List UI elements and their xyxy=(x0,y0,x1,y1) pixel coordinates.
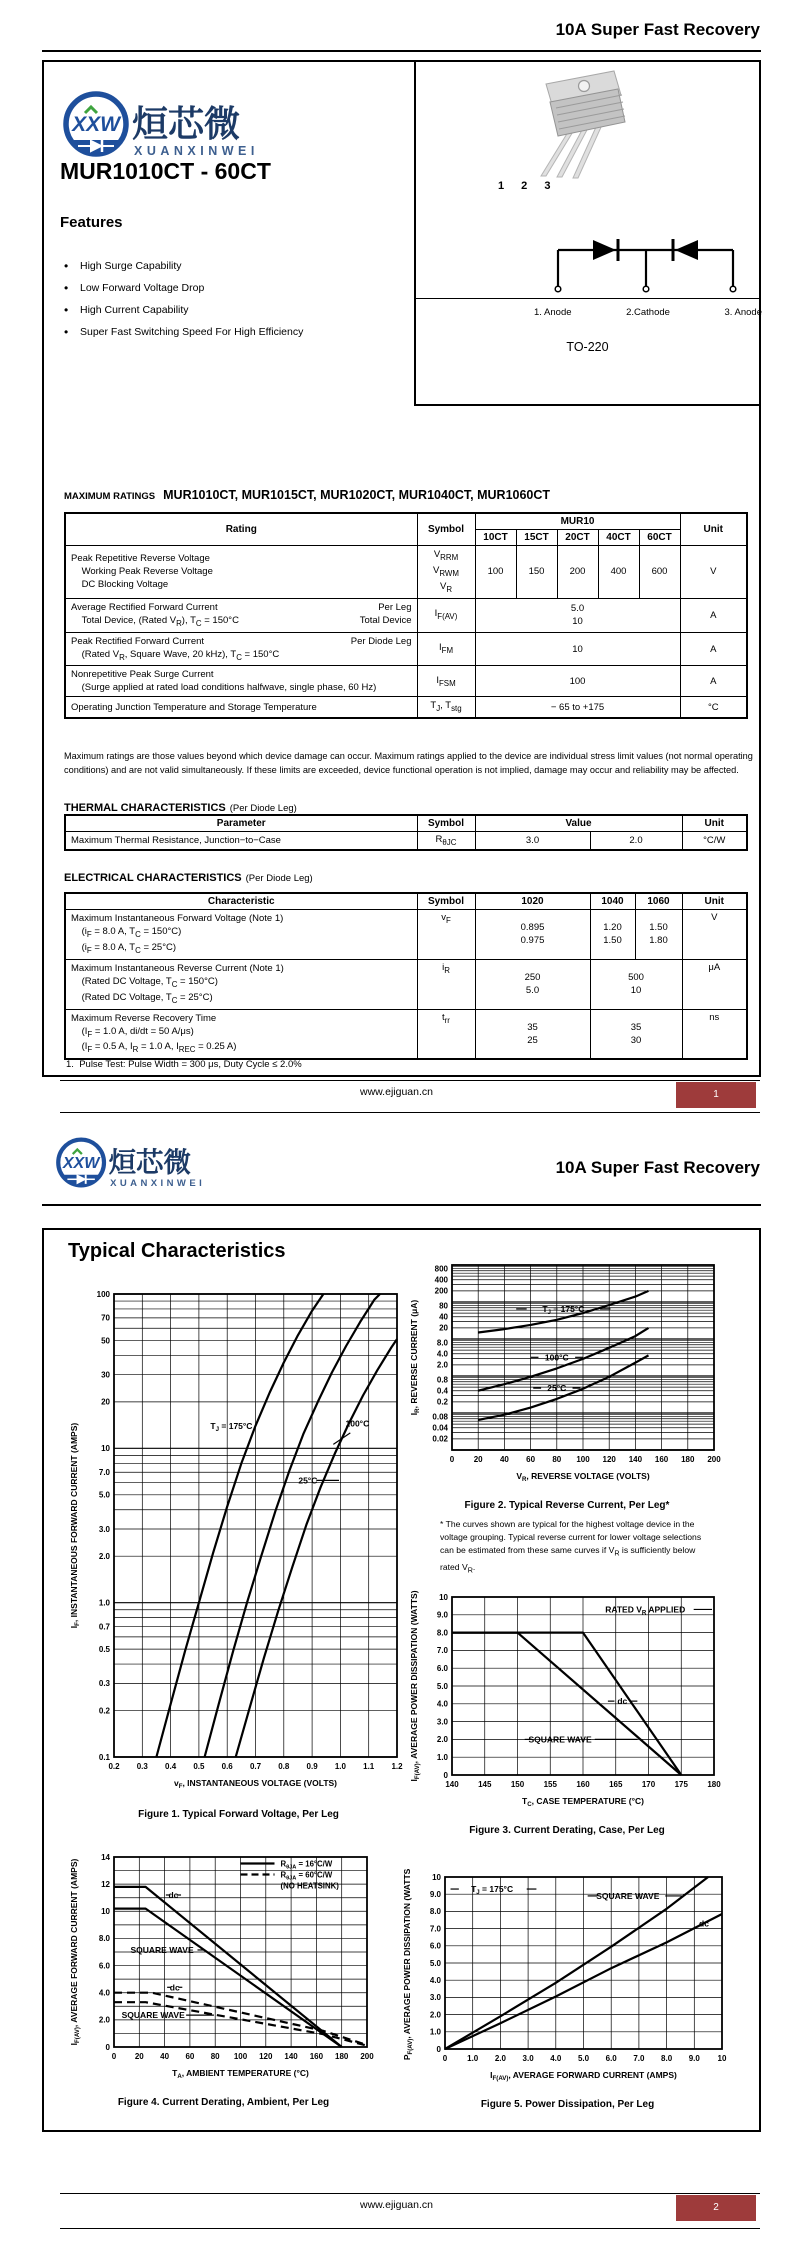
svg-text:40: 40 xyxy=(160,2052,170,2061)
svg-text:20: 20 xyxy=(473,1455,483,1464)
svg-text:1.1: 1.1 xyxy=(363,1762,375,1771)
figure-caption: Figure 3. Current Derating, Case, Per Leg xyxy=(469,1825,665,1836)
page-2 xyxy=(0,1122,793,2244)
table-row xyxy=(65,546,747,599)
cell: $R_{\theta JC}$ xyxy=(417,832,475,850)
cell: $t_{rr}$ xyxy=(417,1009,475,1059)
svg-text:6.0: 6.0 xyxy=(605,2054,617,2063)
svg-text:155: 155 xyxy=(543,1780,557,1789)
svg-text:7.0: 7.0 xyxy=(436,1646,448,1656)
svg-text:150: 150 xyxy=(510,1780,525,1789)
svg-text:170: 170 xyxy=(641,1780,656,1789)
svg-text:3.0: 3.0 xyxy=(522,2054,534,2063)
svg-text:TA, AMBIENT TEMPERATURE (°C): $T_A$, AMBIENT TEMPERATURE (°C) xyxy=(172,2068,309,2081)
svg-text:0.2: 0.2 xyxy=(108,1762,120,1771)
svg-text:100°C: 100°C xyxy=(544,1352,569,1363)
figure-caption: Figure 4. Current Derating, Ambient, Per Leg xyxy=(117,2097,330,2108)
svg-text:5.0: 5.0 xyxy=(98,1490,110,1500)
cell: 10 xyxy=(475,632,680,666)
svg-text:25°C: 25°C xyxy=(547,1383,567,1394)
svg-text:2.0: 2.0 xyxy=(436,1360,448,1370)
svg-text:40: 40 xyxy=(439,1312,448,1322)
svg-text:120: 120 xyxy=(602,1455,616,1464)
cell: 200 xyxy=(557,546,598,599)
svg-text:800: 800 xyxy=(434,1264,448,1274)
svg-text:3.0: 3.0 xyxy=(436,1717,448,1727)
cell: V xyxy=(682,910,747,960)
svg-text:RθJA = 60°C/W: $R_{\theta JA} = 60^\circ C/W$ xyxy=(280,1870,333,1882)
svg-text:20: 20 xyxy=(134,2052,144,2061)
svg-text:140: 140 xyxy=(628,1455,643,1464)
feature-item: • Super Fast Switching Speed For High Efficiency xyxy=(62,326,303,338)
svg-text:1.0: 1.0 xyxy=(429,2027,441,2037)
cell: $I_{F(AV)}$ xyxy=(417,598,475,632)
svg-text:5.0: 5.0 xyxy=(429,1958,441,1968)
thermal-heading: THERMAL CHARACTERISTICS (Per Diode Leg) xyxy=(64,802,297,814)
brand-name-en: XUANXINWEI xyxy=(110,1178,206,1190)
svg-text:SQUARE WAVE: SQUARE WAVE xyxy=(121,2010,185,2021)
col-header: Value xyxy=(475,815,682,832)
svg-text:0.2: 0.2 xyxy=(436,1397,448,1407)
cell: $I_{FM}$ xyxy=(417,632,475,666)
feature-item: • High Current Capability xyxy=(62,304,303,316)
svg-text:7.0: 7.0 xyxy=(633,2054,645,2063)
diode-anode2-icon xyxy=(675,240,698,260)
svg-text:9.0: 9.0 xyxy=(436,1610,448,1620)
svg-text:0: 0 xyxy=(105,2042,110,2052)
cell: °C/W xyxy=(682,832,747,850)
figure-5 xyxy=(399,1869,736,2110)
svg-text:7.0: 7.0 xyxy=(429,1924,441,1934)
cell: 3.0 xyxy=(475,832,590,850)
features-list xyxy=(62,260,303,348)
section-title: Typical Characteristics xyxy=(68,1240,286,1262)
svg-text:1.0: 1.0 xyxy=(98,1598,110,1608)
svg-text:175: 175 xyxy=(674,1780,688,1789)
cell: 250 5.0 xyxy=(475,959,590,1009)
forward-voltage-chart xyxy=(66,1284,411,1806)
svg-text:100: 100 xyxy=(96,1289,110,1299)
col-header: 15CT xyxy=(516,530,557,546)
col-header: Unit xyxy=(680,513,747,546)
thermal-table xyxy=(64,814,748,851)
table-row xyxy=(65,815,747,832)
svg-text:100°C: 100°C xyxy=(345,1418,370,1429)
svg-text:200: 200 xyxy=(360,2052,374,2061)
figure-caption: Figure 2. Typical Reverse Current, Per Leg* xyxy=(464,1500,670,1511)
svg-text:VR, REVERSE VOLTAGE (VOLTS): $V_R$, REVERSE VOLTAGE (VOLTS) xyxy=(516,1471,650,1484)
typical-characteristics-box xyxy=(42,1228,761,2132)
svg-text:8.0: 8.0 xyxy=(436,1628,448,1638)
svg-text:80: 80 xyxy=(210,2052,220,2061)
cell: ns xyxy=(682,1009,747,1059)
electrical-heading: ELECTRICAL CHARACTERISTICS (Per Diode Leg) xyxy=(64,872,313,884)
svg-text:IF(AV), AVERAGE FORWARD CURREN: $I_{F(AV)}$, AVERAGE FORWARD CURRENT (AMPS) xyxy=(490,2070,677,2083)
cell: Maximum Thermal Resistance, Junction−to−Case xyxy=(65,832,417,850)
pulse-test-footnote: 1. Pulse Test: Pulse Width = 300 μs, Duty Cycle ≤ 2.0% xyxy=(66,1059,302,1070)
cell: A xyxy=(680,666,747,697)
max-ratings-table xyxy=(64,512,748,719)
figure2-footnote: * The curves shown are typical for the highest voltage device in the voltage grouping. Typical reverse current for lower voltage selections can be estimated from these same curves if $V_R$ is sufficiently below rated $V_R$. xyxy=(440,1519,702,1575)
cell: 100 xyxy=(475,666,680,697)
feature-item: • Low Forward Voltage Drop xyxy=(62,282,303,294)
svg-text:160: 160 xyxy=(654,1455,669,1464)
svg-text:9.0: 9.0 xyxy=(688,2054,700,2063)
svg-text:6.0: 6.0 xyxy=(436,1664,448,1673)
svg-text:IF(AV), AVERAGE FORWARD CURREN: $I_{F(AV)}$, AVERAGE FORWARD CURRENT (AMPS) xyxy=(69,1858,82,2046)
svg-text:80: 80 xyxy=(552,1455,562,1464)
col-header: 40CT xyxy=(598,530,639,546)
logo-monogram: XXW xyxy=(72,113,120,136)
cell: Nonrepetitive Peak Surge Current (Surge applied at rated load conditions halfwave, single phase, 60 Hz) xyxy=(65,666,417,697)
svg-text:6.0: 6.0 xyxy=(429,1941,441,1951)
cell: − 65 to +175 xyxy=(475,697,680,718)
brand-name-cn: 烜芯微 xyxy=(108,1146,191,1178)
package-panel xyxy=(414,62,762,406)
pin-name: 1. Anode xyxy=(534,307,572,318)
cell: Peak Repetitive Reverse Voltage Working Peak Reverse Voltage DC Blocking Voltage xyxy=(65,546,417,599)
cell: $T_J$, $T_{stg}$ xyxy=(417,697,475,718)
svg-text:4.0: 4.0 xyxy=(429,1976,441,1985)
col-header: 20CT xyxy=(557,530,598,546)
cell: μA xyxy=(682,959,747,1009)
svg-text:0.3: 0.3 xyxy=(136,1762,148,1771)
col-header: Unit xyxy=(682,893,747,910)
svg-text:dc: dc xyxy=(168,1890,179,1900)
page1-content-box xyxy=(42,60,761,1077)
cell: Maximum Instantaneous Forward Voltage (Note 1) ($i_F = 8.0$ A, $T_C = 150^\circ C$) ($i_F = 8.0$ A, $T_C = 25^\circ C$) xyxy=(65,910,417,960)
svg-text:IR, REVERSE CURRENT (μA): $I_R$, REVERSE CURRENT (μA) xyxy=(409,1299,422,1416)
svg-text:RθJA = 16°C/W: $R_{\theta JA} = 16^\circ C/W$ xyxy=(280,1859,333,1871)
footer-rule xyxy=(60,2228,760,2229)
figure-caption: Figure 1. Typical Forward Voltage, Per Leg xyxy=(138,1809,339,1820)
svg-text:400: 400 xyxy=(434,1275,448,1285)
svg-text:0.4: 0.4 xyxy=(436,1386,448,1396)
svg-text:dc: dc xyxy=(169,1982,180,1993)
brand-name-en: XUANXINWEI xyxy=(134,144,259,158)
svg-text:9.0: 9.0 xyxy=(429,1890,441,1899)
svg-text:2.0: 2.0 xyxy=(429,2010,441,2020)
cell: 400 xyxy=(598,546,639,599)
cell: 600 xyxy=(639,546,680,599)
svg-text:60: 60 xyxy=(526,1455,536,1464)
dual-diode-schematic xyxy=(548,238,743,296)
svg-text:5.0: 5.0 xyxy=(577,2054,590,2063)
svg-text:10: 10 xyxy=(101,1444,110,1454)
col-header: 1040 xyxy=(590,893,635,910)
figure-2 xyxy=(406,1257,728,1511)
figure-caption: Figure 5. Power Dissipation, Per Leg xyxy=(480,2099,655,2110)
svg-text:10: 10 xyxy=(101,1907,110,1917)
svg-text:0: 0 xyxy=(443,1770,448,1780)
svg-text:60: 60 xyxy=(185,2052,195,2061)
header-rule xyxy=(42,1204,761,1206)
svg-text:0.6: 0.6 xyxy=(221,1762,233,1771)
svg-text:8.0: 8.0 xyxy=(98,1934,110,1944)
table-row xyxy=(65,598,747,632)
max-ratings-label: MAXIMUM RATINGS xyxy=(64,491,156,502)
svg-text:40: 40 xyxy=(499,1455,509,1464)
svg-text:200: 200 xyxy=(707,1455,721,1464)
case-derating-chart xyxy=(406,1589,728,1822)
svg-text:0.02: 0.02 xyxy=(432,1434,448,1444)
svg-text:20: 20 xyxy=(101,1397,110,1407)
svg-text:1.2: 1.2 xyxy=(391,1762,403,1771)
svg-text:0.7: 0.7 xyxy=(98,1622,110,1632)
svg-text:0.8: 0.8 xyxy=(436,1375,448,1385)
doc-category-title: 10A Super Fast Recovery xyxy=(555,1158,760,1177)
cell: V xyxy=(680,546,747,599)
svg-text:IF(AV), AVERAGE POWER DISSIPAT: $I_{F(AV)}$, AVERAGE POWER DISSIPATION (WATTS) xyxy=(409,1590,422,1782)
svg-text:10: 10 xyxy=(717,2054,727,2063)
svg-text:3.0: 3.0 xyxy=(98,1524,110,1534)
svg-text:25°C: 25°C xyxy=(298,1475,318,1486)
cell: 35 25 xyxy=(475,1009,590,1059)
svg-text:TC, CASE TEMPERATURE (°C): $T_C$, CASE TEMPERATURE (°C) xyxy=(522,1796,644,1809)
svg-text:0.04: 0.04 xyxy=(432,1423,448,1433)
svg-text:0.9: 0.9 xyxy=(306,1762,318,1771)
svg-text:0: 0 xyxy=(111,2052,117,2061)
svg-text:10: 10 xyxy=(432,1872,441,1882)
cell: $I_{FSM}$ xyxy=(417,666,475,697)
svg-text:4.0: 4.0 xyxy=(550,2054,562,2063)
svg-text:70: 70 xyxy=(101,1313,110,1323)
cell: Peak Rectified Forward Current (Rated $V_R$, Square Wave, 20 kHz), $T_C = 150^\circ C$ Per Diode Leg xyxy=(65,632,417,666)
cell: A xyxy=(680,598,747,632)
reverse-current-chart xyxy=(406,1257,728,1497)
svg-text:8.0: 8.0 xyxy=(436,1338,448,1348)
cell: $v_F$ xyxy=(417,910,475,960)
svg-text:0.7: 0.7 xyxy=(249,1762,262,1771)
svg-text:TJ = 175°C: $T_J = 175^\circ C$ xyxy=(542,1303,585,1317)
svg-text:180: 180 xyxy=(335,2052,349,2061)
svg-text:2.0: 2.0 xyxy=(98,2015,110,2025)
cell: 500 10 xyxy=(590,959,682,1009)
svg-text:0.5: 0.5 xyxy=(98,1644,110,1654)
cell: 0.895 0.975 xyxy=(475,910,590,960)
svg-text:1.0: 1.0 xyxy=(467,2054,479,2063)
svg-text:7.0: 7.0 xyxy=(98,1468,110,1478)
logo-monogram: XXW xyxy=(62,1154,100,1172)
cell: °C xyxy=(680,697,747,718)
col-header: Symbol xyxy=(417,815,475,832)
to220-package-image xyxy=(488,64,678,180)
svg-text:SQUARE WAVE: SQUARE WAVE xyxy=(596,1890,660,1901)
svg-text:0.5: 0.5 xyxy=(193,1762,205,1771)
brand-logo-image xyxy=(58,84,274,164)
cell: Maximum Instantaneous Reverse Current (Note 1) (Rated DC Voltage, $T_C = 150^\circ C$) (Rated DC Voltage, $T_C = 25^\circ C$) xyxy=(65,959,417,1009)
figure-4 xyxy=(66,1849,381,2108)
device-list: MUR1010CT, MUR1015CT, MUR1020CT, MUR1040CT, MUR1060CT xyxy=(163,488,551,502)
col-header: Unit xyxy=(682,815,747,832)
cell: Maximum Reverse Recovery Time ($I_F = 1.0$ A, di/dt = 50 A/μs) ($I_F = 0.5$ A, $I_R = 1.0$ A, $I_{REC} = 0.25$ A) xyxy=(65,1009,417,1059)
svg-text:4.0: 4.0 xyxy=(436,1699,448,1709)
col-header: Characteristic xyxy=(65,893,417,910)
table-row xyxy=(65,893,747,910)
table-row xyxy=(65,666,747,697)
svg-text:2.0: 2.0 xyxy=(98,1552,110,1562)
cell: 35 30 xyxy=(590,1009,682,1059)
footer-rule xyxy=(60,1112,760,1113)
svg-text:100: 100 xyxy=(233,2052,248,2061)
page-number-badge: 1 xyxy=(676,1082,756,1108)
svg-text:(NO HEATSINK): (NO HEATSINK) xyxy=(280,1881,339,1891)
svg-text:5.0: 5.0 xyxy=(436,1681,448,1691)
svg-text:80: 80 xyxy=(439,1301,448,1311)
lead-terminals xyxy=(555,286,736,292)
table-row xyxy=(65,697,747,718)
power-dissipation-chart xyxy=(399,1869,736,2096)
brand-name-cn: 烜芯微 xyxy=(132,103,241,144)
svg-text:165: 165 xyxy=(609,1780,623,1789)
svg-text:1.0: 1.0 xyxy=(436,1753,448,1762)
svg-text:4.0: 4.0 xyxy=(98,1988,110,1998)
pin-name: 3. Anode xyxy=(724,307,762,318)
svg-text:0: 0 xyxy=(436,2044,441,2054)
svg-text:3.0: 3.0 xyxy=(429,1993,441,2003)
package-hole-icon xyxy=(579,81,590,92)
table-row xyxy=(65,832,747,850)
cell: 5.0 10 xyxy=(475,598,680,632)
svg-text:160: 160 xyxy=(309,2052,324,2061)
package-name: TO-220 xyxy=(566,340,609,354)
svg-text:RATED VR APPLIED: RATED $V_R$ APPLIED xyxy=(605,1604,686,1617)
table-row xyxy=(65,632,747,666)
brand-logo xyxy=(52,1132,217,1198)
electrical-table xyxy=(64,892,748,1060)
figure-3 xyxy=(406,1589,728,1836)
pin-name: 2.Cathode xyxy=(626,307,670,318)
svg-text:6.0: 6.0 xyxy=(98,1961,110,1971)
svg-text:180: 180 xyxy=(681,1455,695,1464)
schematic-wires xyxy=(558,250,733,286)
svg-text:50: 50 xyxy=(101,1336,110,1346)
svg-text:1.0: 1.0 xyxy=(334,1762,346,1771)
svg-text:0: 0 xyxy=(442,2054,448,2063)
svg-text:4.0: 4.0 xyxy=(436,1349,448,1359)
svg-text:8.0: 8.0 xyxy=(429,1907,441,1917)
cell: $i_R$ xyxy=(417,959,475,1009)
pin-numbers: 1 2 3 xyxy=(498,180,558,192)
col-header: Symbol xyxy=(417,893,475,910)
diode-anode1-icon xyxy=(593,240,616,260)
svg-text:0.4: 0.4 xyxy=(165,1762,177,1771)
page-number-badge: 2 xyxy=(676,2195,756,2221)
svg-text:2.0: 2.0 xyxy=(494,2054,506,2063)
table-row xyxy=(65,1009,747,1059)
svg-text:dc: dc xyxy=(617,1696,628,1707)
svg-text:100: 100 xyxy=(576,1455,590,1464)
col-header: 10CT xyxy=(475,530,516,546)
svg-text:0.08: 0.08 xyxy=(432,1412,448,1422)
cell: 1.20 1.50 xyxy=(590,910,635,960)
col-header: Parameter xyxy=(65,815,417,832)
table-row xyxy=(65,513,747,530)
cell: Average Rectified Forward Current Total Device, (Rated $V_R$), $T_C = 150^\circ C$ Per Leg Total Device xyxy=(65,598,417,632)
footer-rule xyxy=(60,1080,760,1081)
svg-text:IF, INSTANTANEOUS FORWARD CURR: $I_F$, INSTANTANEOUS FORWARD CURRENT (AMPS) xyxy=(69,1422,82,1629)
svg-text:0.3: 0.3 xyxy=(98,1679,110,1689)
svg-text:SQUARE WAVE: SQUARE WAVE xyxy=(528,1734,592,1745)
footer-rule xyxy=(60,2193,760,2194)
svg-text:vF, INSTANTANEOUS VOLTAGE (VOL: $v_F$, INSTANTANEOUS VOLTAGE (VOLTS) xyxy=(173,1778,338,1791)
svg-text:0.2: 0.2 xyxy=(98,1706,110,1716)
doc-category-title: 10A Super Fast Recovery xyxy=(555,20,760,39)
cell: 2.0 xyxy=(590,832,682,850)
svg-text:145: 145 xyxy=(478,1780,492,1789)
svg-text:0.8: 0.8 xyxy=(278,1762,290,1771)
col-header: 1060 xyxy=(635,893,682,910)
max-ratings-heading xyxy=(64,486,550,504)
cell: 1.50 1.80 xyxy=(635,910,682,960)
svg-text:TJ = 175°C: $T_J = 175^\circ C$ xyxy=(210,1420,253,1433)
svg-text:PF(AV), AVERAGE POWER DISSIPAT: $P_{F(AV)}$, AVERAGE POWER DISSIPATION (WATTS) xyxy=(402,1869,415,2061)
max-ratings-note: Maximum ratings are those values beyond which device damage can occur. Maximum ratings applied to the device are individual stress limit values (not normal operating conditions) and are not valid simultaneously. If these limits are exceeded, device functional operation is not implied, damage may occur and reliability may be affected. xyxy=(64,751,753,775)
cell: A xyxy=(680,632,747,666)
cell: $V_{RRM}$ $V_{RWM}$ $V_R$ xyxy=(417,546,475,599)
figure-1 xyxy=(66,1284,411,1820)
brand-logo-image xyxy=(52,1132,217,1193)
svg-text:12: 12 xyxy=(101,1879,110,1889)
svg-text:30: 30 xyxy=(101,1370,110,1380)
table-row xyxy=(65,959,747,1009)
svg-text:180: 180 xyxy=(707,1780,721,1789)
footer-url: www.ejiguan.cn xyxy=(360,1086,433,1098)
feature-item: • High Surge Capability xyxy=(62,260,303,272)
col-group-header: MUR10 xyxy=(475,513,680,530)
svg-text:8.0: 8.0 xyxy=(661,2054,673,2063)
cell: 150 xyxy=(516,546,557,599)
footer-url: www.ejiguan.cn xyxy=(360,2199,433,2211)
col-header: Symbol xyxy=(417,513,475,546)
col-header: 60CT xyxy=(639,530,680,546)
svg-text:dc: dc xyxy=(699,1918,709,1929)
features-title: Features xyxy=(60,214,123,231)
svg-text:160: 160 xyxy=(576,1780,590,1789)
svg-text:0: 0 xyxy=(449,1455,455,1464)
svg-text:10: 10 xyxy=(439,1592,448,1602)
panel-divider xyxy=(416,298,759,299)
svg-text:0.1: 0.1 xyxy=(98,1752,110,1762)
col-header: 1020 xyxy=(475,893,590,910)
svg-text:2.0: 2.0 xyxy=(436,1735,448,1745)
svg-text:14: 14 xyxy=(101,1852,110,1862)
cell: Operating Junction Temperature and Storage Temperature xyxy=(65,697,417,718)
pin-names xyxy=(534,307,762,318)
svg-text:TJ = 175°C: $T_J = 175^\circ C$ xyxy=(471,1884,514,1897)
header-rule xyxy=(42,50,761,52)
cell: 100 xyxy=(475,546,516,599)
col-header: Rating xyxy=(65,513,417,546)
part-number-title: MUR1010CT - 60CT xyxy=(60,158,271,184)
svg-text:20: 20 xyxy=(439,1323,448,1333)
svg-text:200: 200 xyxy=(434,1286,448,1296)
brand-logo xyxy=(58,84,274,169)
svg-text:120: 120 xyxy=(259,2052,273,2061)
svg-text:140: 140 xyxy=(445,1780,459,1789)
svg-text:SQUARE WAVE: SQUARE WAVE xyxy=(130,1944,194,1955)
ambient-derating-chart xyxy=(66,1849,381,2094)
table-row xyxy=(65,910,747,960)
svg-text:140: 140 xyxy=(284,2052,298,2061)
